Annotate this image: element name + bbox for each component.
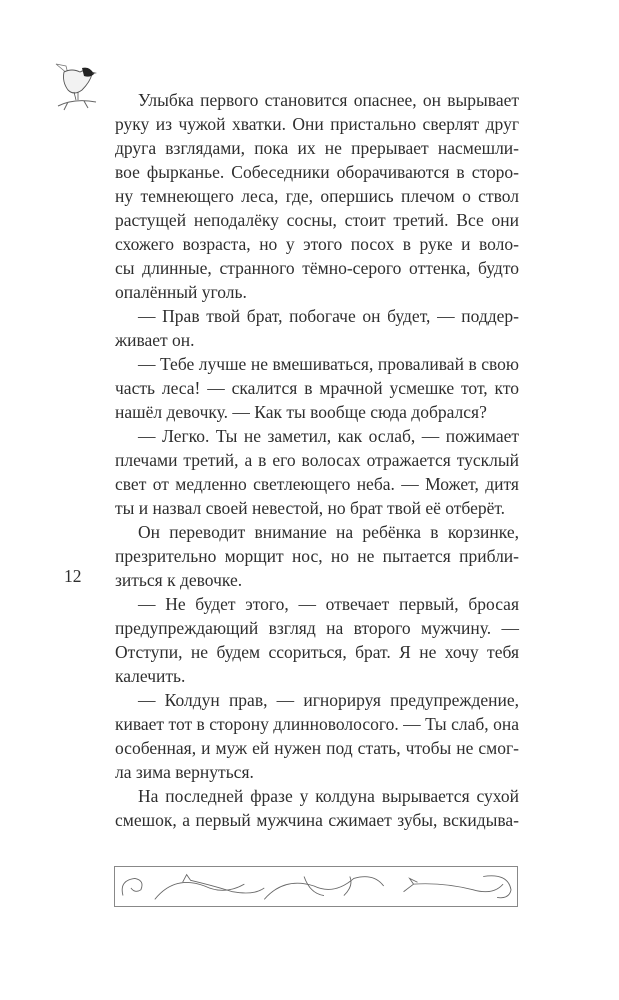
text-line: — Колдун прав, — игнорируя предупреждение,	[138, 690, 519, 710]
paragraph	[115, 688, 519, 784]
text-line: сы длинные, странного тёмно-серого оттенка, будто	[115, 258, 519, 278]
text-line: На последней фразе у колдуна вырывается сухой	[138, 786, 519, 806]
text-line: ты и назвал своей невестой, но брат твой её отберёт.	[115, 498, 506, 518]
text-line: ну темнеющего леса, где, опершись плечом о ствол	[115, 186, 519, 206]
text-line: смешок, а первый мужчина сжимает зубы, вскидыва-	[115, 810, 519, 830]
text-line: — Прав твой брат, побогаче он будет, — поддер-	[138, 306, 519, 326]
paragraph	[115, 784, 519, 832]
text-line: Он переводит внимание на ребёнка в корзинке,	[138, 522, 519, 542]
page-number: 12	[64, 566, 82, 586]
text-line: растущей неподалёку сосны, стоит третий. Все они	[115, 210, 519, 230]
text-line: руку из чужой хватки. Они пристально сверлят друг	[115, 114, 519, 134]
text-line: предупреждающий взгляд на второго мужчину. —	[115, 618, 519, 638]
paragraph	[115, 592, 519, 688]
paragraph	[115, 352, 519, 424]
text-line: часть леса! — скалится в мрачной усмешке тот, кто	[115, 378, 519, 398]
text-line: зиться к девочке.	[115, 570, 243, 590]
text-line: схожего возраста, но у этого посох в руке и воло-	[115, 234, 519, 254]
text-line: нашёл девочку. — Как ты вообще сюда добрался?	[115, 402, 487, 422]
paragraph	[115, 88, 519, 304]
paragraph	[115, 304, 519, 352]
text-line: плечами третий, а в его волосах отражается тусклый	[115, 450, 519, 470]
text-line: презрительно морщит нос, но не пытается прибли-	[115, 546, 519, 566]
body-text	[115, 88, 519, 832]
text-line: Отступи, не будем ссориться, брат. Я не хочу тебя	[115, 642, 519, 662]
text-line: особенная, и муж ей нужен под стать, чтобы не смог-	[115, 738, 519, 758]
fox-ornament-border-icon	[114, 866, 518, 907]
paragraph	[115, 520, 519, 592]
text-line: — Не будет этого, — отвечает первый, бросая	[138, 594, 519, 614]
text-line: калечить.	[115, 666, 186, 686]
text-line: ла зима вернуться.	[115, 762, 254, 782]
text-line: Улыбка первого становится опаснее, он вырывает	[138, 90, 519, 110]
bird-illustration-icon	[54, 60, 98, 112]
text-line: — Легко. Ты не заметил, как ослаб, — пожимает	[138, 426, 519, 446]
text-line: друга взглядами, пока их не прерывает насмешли-	[115, 138, 519, 158]
text-line: свет от медленно светлеющего неба. — Может, дитя	[115, 474, 519, 494]
text-line: опалённый уголь.	[115, 282, 247, 302]
text-line: вое фырканье. Собеседники оборачиваются в сторо-	[115, 162, 519, 182]
paragraph	[115, 424, 519, 520]
text-line: кивает тот в сторону длинноволосого. — Ты слаб, она	[115, 714, 519, 734]
text-line: — Тебе лучше не вмешиваться, проваливай в свою	[138, 354, 519, 374]
text-line: живает он.	[115, 330, 195, 350]
